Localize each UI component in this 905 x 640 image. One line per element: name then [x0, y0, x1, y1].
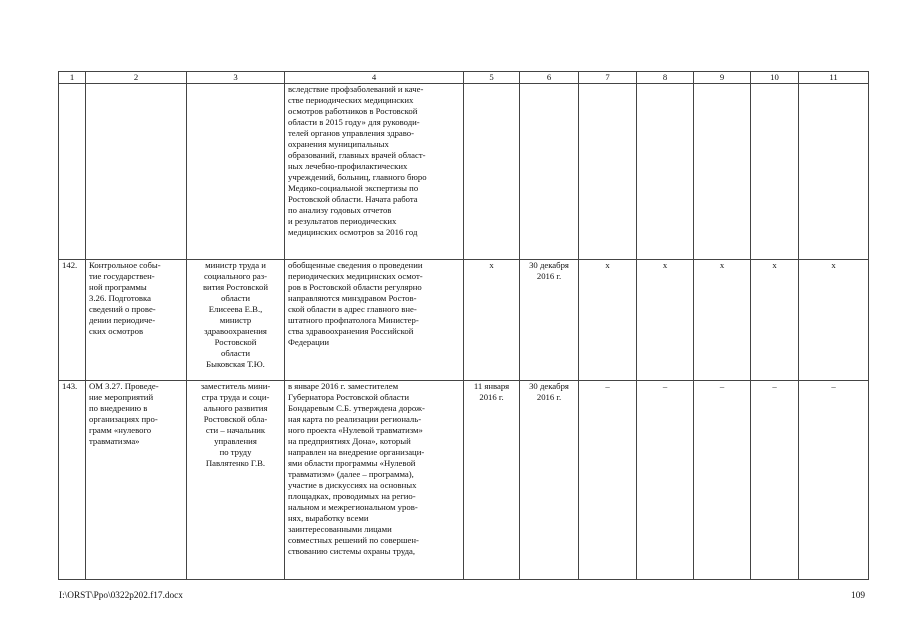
page-number: 109	[851, 591, 865, 601]
column-header: 11	[799, 72, 869, 84]
value-cell	[637, 84, 694, 260]
responsible-cell	[187, 84, 285, 260]
column-header: 7	[579, 72, 637, 84]
value-cell	[579, 84, 637, 260]
value-cell: –	[694, 381, 751, 580]
value-cell: х	[579, 260, 637, 381]
column-header: 6	[520, 72, 579, 84]
row-number-cell: 142.	[59, 260, 86, 381]
column-header: 3	[187, 72, 285, 84]
column-header: 9	[694, 72, 751, 84]
value-cell: х	[637, 260, 694, 381]
info-cell: обобщенные сведения о проведении периодических медицинских осмот- ров в Ростовской области регулярно направляются минздравом Ростов- ской области в адрес главного вне- штатного профпатолога Министер- ства здравоохранения Российской Федерации	[285, 260, 464, 381]
report-table	[58, 71, 869, 580]
column-header: 8	[637, 72, 694, 84]
value-cell	[694, 84, 751, 260]
responsible-cell: министр труда и социального раз- вития Ростовской области Елисеева Е.В., министр здравоохранения Ростовской области Быковская Т.Ю.	[187, 260, 285, 381]
value-cell	[751, 84, 799, 260]
column-header: 4	[285, 72, 464, 84]
responsible-cell: заместитель мини- стра труда и соци- ального развития Ростовской обла- сти – начальник управления по труду Павлятенко Г.В.	[187, 381, 285, 580]
value-cell: –	[579, 381, 637, 580]
info-cell: в январе 2016 г. заместителем Губернатора Ростовской области Бондаревым С.Б. утверждена дорож- ная карта по реализации региональ- ного проекта «Нулевой травматизм» на предприятиях Дона», который направлен на внедрение организаци- ями области программы «Нулевой травматизм» (далее – программа), участие в дискуссиях на основных площадках, проводимых на регио- нальном и межрегиональном уров- нях, выработку всеми заинтересованными лицами совместных решений по совершен- ствованию системы охраны труда,	[285, 381, 464, 580]
plan-start-cell: х	[464, 260, 520, 381]
value-cell: –	[637, 381, 694, 580]
row-number-cell: 143.	[59, 381, 86, 580]
event-cell: ОМ 3.27. Проведе- ние мероприятий по внедрению в организациях про- грамм «нулевого травматизма»	[86, 381, 187, 580]
table-row	[59, 84, 869, 260]
table-row	[59, 260, 869, 381]
info-cell: вследствие профзаболеваний и каче- стве периодических медицинских осмотров работников в Ростовской области в 2015 году» для руководи- телей органов управления здраво- охранения муниципальных образований, главных врачей област- ных лечебно-профилактических учреждений, больниц, главного бюро Медико-социальной экспертизы по Ростовской области. Начата работа по анализу годовых отчетов и результатов периодических медицинских осмотров за 2016 год	[285, 84, 464, 260]
value-cell	[799, 84, 869, 260]
column-header: 2	[86, 72, 187, 84]
row-number-cell	[59, 84, 86, 260]
plan-start-cell: 11 января 2016 г.	[464, 381, 520, 580]
event-cell: Контрольное собы- тие государствен- ной программы 3.26. Подготовка сведений о прове- дении периодиче- ских осмотров	[86, 260, 187, 381]
event-cell	[86, 84, 187, 260]
value-cell: х	[799, 260, 869, 381]
plan-end-cell: 30 декабря 2016 г.	[520, 260, 579, 381]
plan-end-cell: 30 декабря 2016 г.	[520, 381, 579, 580]
column-number-row	[59, 72, 869, 84]
value-cell: –	[799, 381, 869, 580]
value-cell: х	[751, 260, 799, 381]
plan-start-cell	[464, 84, 520, 260]
column-header: 5	[464, 72, 520, 84]
column-header: 1	[59, 72, 86, 84]
column-header: 10	[751, 72, 799, 84]
file-path-footer: I:\ORST\Ppo\0322p202.f17.docx	[59, 591, 183, 601]
table-row	[59, 381, 869, 580]
plan-end-cell	[520, 84, 579, 260]
value-cell: –	[751, 381, 799, 580]
value-cell: х	[694, 260, 751, 381]
